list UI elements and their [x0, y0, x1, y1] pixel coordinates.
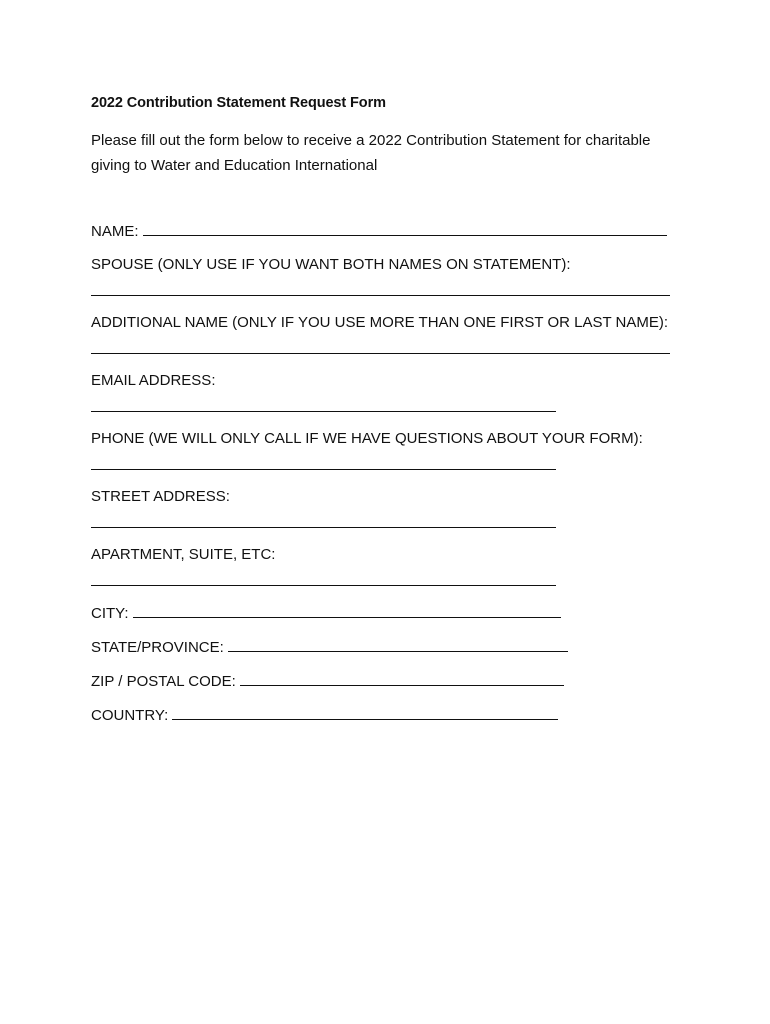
street-label: STREET ADDRESS:: [91, 488, 230, 505]
city-blank[interactable]: [133, 603, 561, 618]
phone-label: PHONE (WE WILL ONLY CALL IF WE HAVE QUESTIONS ABOUT YOUR FORM):: [91, 430, 643, 447]
email-label: EMAIL ADDRESS:: [91, 372, 216, 389]
city-label: CITY:: [91, 605, 129, 622]
street-blank[interactable]: [91, 527, 556, 528]
name-label: NAME:: [91, 223, 139, 240]
country-label: COUNTRY:: [91, 707, 169, 724]
zip-label: ZIP / POSTAL CODE:: [91, 673, 236, 690]
country-field-row: [91, 705, 558, 726]
state-label: STATE/PROVINCE:: [91, 639, 224, 656]
phone-blank[interactable]: [91, 469, 556, 470]
apartment-label: APARTMENT, SUITE, ETC:: [91, 546, 276, 563]
form-intro: Please fill out the form below to receive a 2022 Contribution Statement for charitable giving to Water and Education International: [91, 132, 651, 174]
form-title: 2022 Contribution Statement Request Form: [91, 95, 386, 111]
state-field-row: [91, 637, 568, 658]
name-field-row: [91, 221, 667, 242]
zip-field-row: [91, 671, 564, 692]
spouse-blank[interactable]: [91, 295, 670, 296]
city-field-row: [91, 603, 561, 624]
country-blank[interactable]: [172, 705, 558, 720]
apartment-blank[interactable]: [91, 585, 556, 586]
spouse-label: SPOUSE (ONLY USE IF YOU WANT BOTH NAMES ON STATEMENT):: [91, 256, 571, 273]
state-blank[interactable]: [228, 637, 568, 652]
zip-blank[interactable]: [240, 671, 564, 686]
name-blank[interactable]: [143, 221, 667, 236]
additional-name-label: ADDITIONAL NAME (ONLY IF YOU USE MORE THAN ONE FIRST OR LAST NAME):: [91, 314, 669, 331]
additional-name-blank[interactable]: [91, 353, 670, 354]
email-blank[interactable]: [91, 411, 556, 412]
